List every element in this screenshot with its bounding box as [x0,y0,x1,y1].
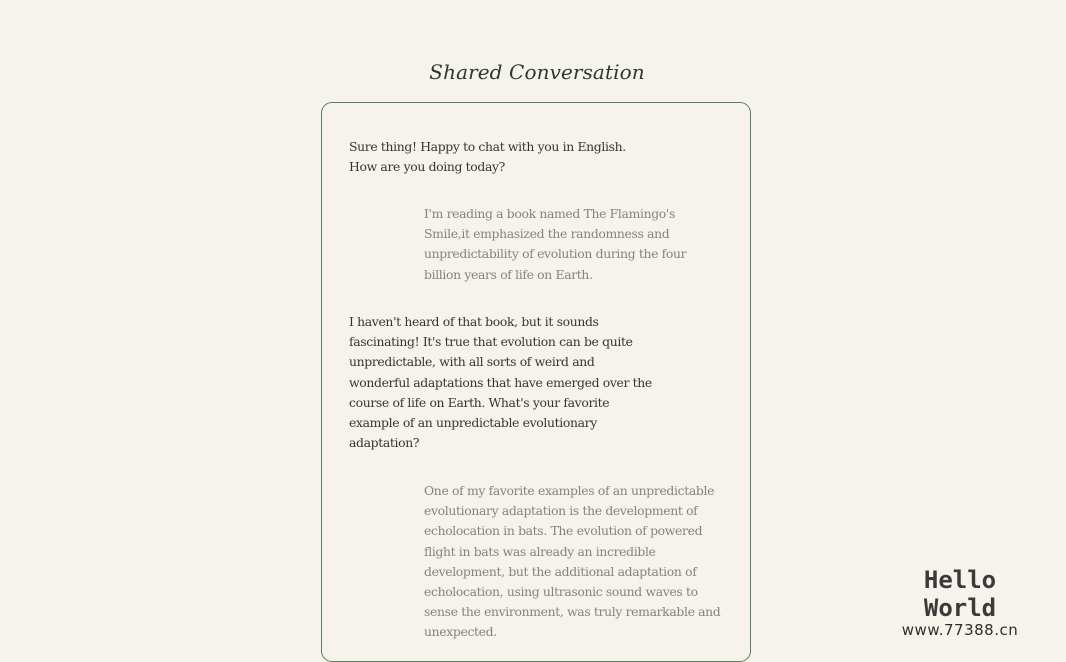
conversation-card [321,102,751,662]
watermark-title: Hello World [923,566,997,622]
assistant-message: Sure thing! Happy to chat with you in English. How are you doing today? [349,139,626,175]
page-title: Shared Conversation [429,60,645,84]
watermark-url: www.77388.cn [901,621,1019,639]
user-message: One of my favorite examples of an unpredictable evolutionary adaptation is the development of echolocation in bats. The evolution of powered flight in bats was already an incredible development, but the additional adaptation of echolocation, using ultrasonic sound waves to sense the environment, was truly remarkable and unexpected. [424,483,721,640]
assistant-message: I haven't heard of that book, but it sounds fascinating! It's true that evolution can be quite unpredictable, with all sorts of weird and wonderful adaptations that have emerged over the course of life on Earth. What's your favorite example of an unpredictable evolutionary adaptation? [349,314,652,451]
user-message: I'm reading a book named The Flamingo's Smile,it emphasized the randomness and unpredictability of evolution during the four billion years of life on Earth. [424,206,687,282]
watermark [884,566,1036,638]
